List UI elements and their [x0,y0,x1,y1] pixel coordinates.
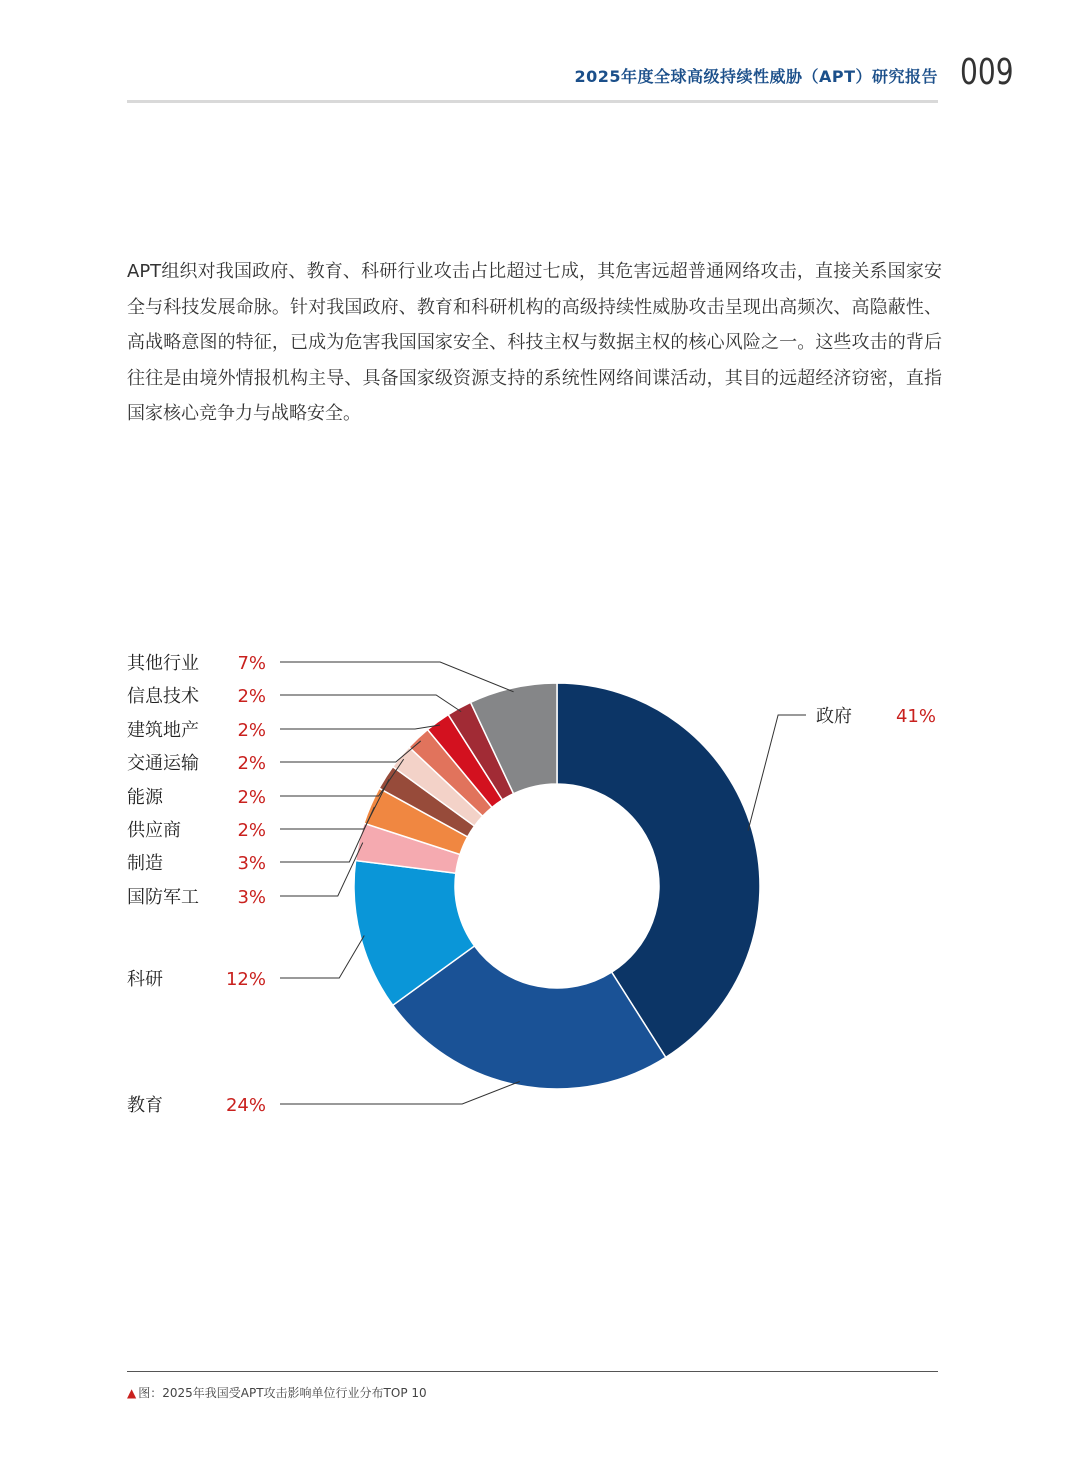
value-教育: 24% [225,1095,266,1116]
value-制造: 3% [237,853,266,874]
figure-caption [127,1384,427,1401]
value-信息技术: 2% [237,686,266,707]
label-制造: 制造 [127,853,163,874]
leader-国防军工 [280,843,363,896]
leader-教育 [280,1081,520,1104]
label-信息技术: 信息技术 [127,686,199,707]
report-title: 2025年度全球高级持续性威胁（APT）研究报告 [574,67,938,86]
footer-divider [127,1371,938,1372]
value-供应商: 2% [237,820,266,841]
leader-科研 [280,935,364,978]
leader-建筑地产 [280,725,440,729]
body-paragraph: APT组织对我国政府、教育、科研行业攻击占比超过七成，其危害远超普通网络攻击，直接关系国家安全与科技发展命脉。针对我国政府、教育和科研机构的高级持续性威胁攻击呈现出高频次、高隐蔽性、高战略意图的特征，已成为危害我国国家安全、科技主权与数据主权的核心风险之一。这些攻击的背后往往是由境外情报机构主导、具备国家级资源支持的系统性网络间谍活动，其目的远超经济窃密，直指国家核心竞争力与战略安全。 [127,261,942,424]
value-其他行业: 7% [237,653,266,674]
label-供应商: 供应商 [127,820,181,841]
label-其他行业: 其他行业 [127,653,199,674]
leader-交通运输 [280,741,421,762]
value-国防军工: 3% [237,887,266,908]
leader-其他行业 [280,662,514,692]
label-能源: 能源 [127,787,163,808]
label-国防军工: 国防军工 [127,887,199,908]
label-教育: 教育 [127,1095,163,1116]
label-交通运输: 交通运输 [127,753,199,774]
value-能源: 2% [237,787,266,808]
leader-信息技术 [280,695,461,712]
value-政府: 41% [895,706,936,727]
label-科研: 科研 [127,969,163,990]
leader-政府 [748,715,806,830]
label-建筑地产: 建筑地产 [127,720,199,741]
value-科研: 12% [225,969,266,990]
caption-triangle-icon: ▲ [127,1386,137,1400]
value-交通运输: 2% [237,753,266,774]
value-建筑地产: 2% [237,720,266,741]
caption-text: 图：2025年我国受APT攻击影响单位行业分布TOP 10 [138,1386,427,1400]
label-政府: 政府 [816,706,852,727]
page-number: 009 [960,52,1014,93]
